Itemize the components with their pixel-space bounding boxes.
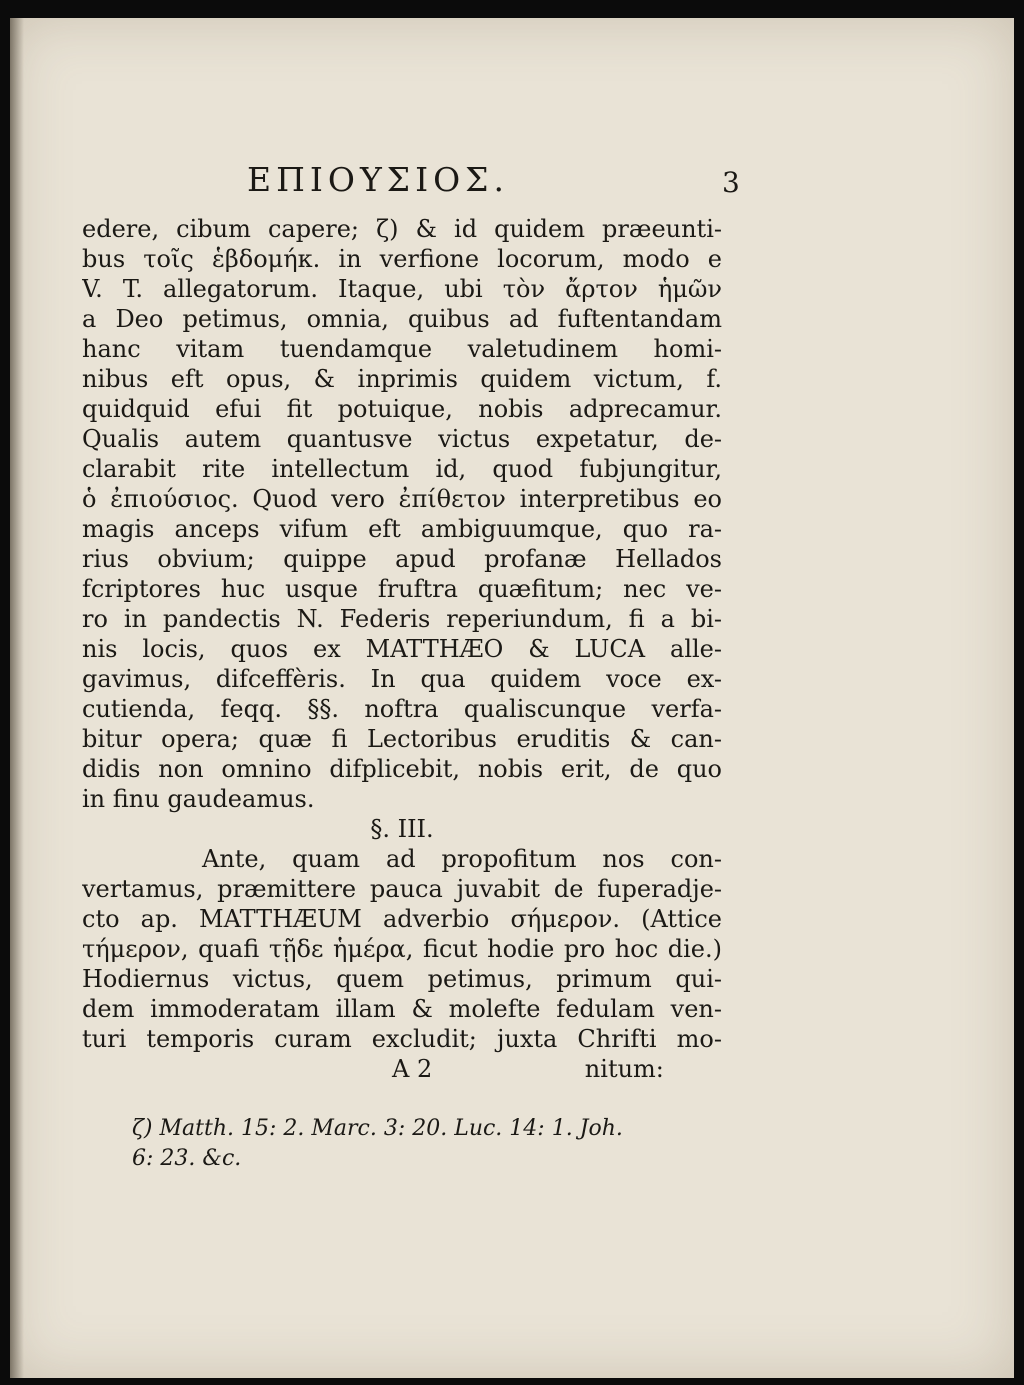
text-line: gavimus, difceffèris. In qua quidem voce ex-	[82, 665, 722, 693]
signature-catchword-line: A 2 nitum:	[392, 1055, 664, 1083]
text-line: ro in pandectis N. Federis reperiundum, fi a bi-	[82, 605, 722, 633]
text-line: Ante, quam ad propofitum nos con-	[202, 845, 722, 873]
text-line: V. T. allegatorum. Itaque, ubi τὸν ἄρτον ἡμῶν	[82, 275, 722, 303]
text-line: quidquid efui fit potuique, nobis adprecamur.	[82, 395, 722, 423]
text-line: vertamus, præmittere pauca juvabit de fuperadje-	[82, 875, 722, 903]
text-line: cutienda, feqq. §§. noftra qualiscunque verfa-	[82, 695, 722, 723]
book-page	[10, 18, 1014, 1378]
text-line: bitur opera; quæ fi Lectoribus eruditis & can-	[82, 725, 722, 753]
text-line: Hodiernus victus, quem petimus, primum qui-	[82, 965, 722, 993]
text-line: nibus eft opus, & inprimis quidem victum, f.	[82, 365, 722, 393]
text-line: turi temporis curam excludit; juxta Chrifti mo-	[82, 1025, 722, 1053]
text-line: hanc vitam tuendamque valetudinem homi-	[82, 335, 722, 363]
text-line: fcriptores huc usque fruftra quæfitum; nec ve-	[82, 575, 722, 603]
footnotes	[132, 1114, 732, 1174]
text-line: a Deo petimus, omnia, quibus ad fuftentandam	[82, 305, 722, 333]
text-line: edere, cibum capere; ζ) & id quidem præeunti-	[82, 215, 722, 243]
text-line: rius obvium; quippe apud profanæ Hellados	[82, 545, 722, 573]
text-line: cto ap. MATTHÆUM adverbio σήμερον. (Attice	[82, 905, 722, 933]
text-line: didis non omnino difplicebit, nobis erit, de quo	[82, 755, 722, 783]
body-text	[82, 214, 722, 1084]
section-heading: §. III.	[370, 815, 434, 843]
text-line: magis anceps vifum eft ambiguumque, quo ra-	[82, 515, 722, 543]
text-line: τήμερον, quafi τῇδε ἡμέρα, ficut hodie pro hoc die.)	[82, 935, 722, 963]
text-line: Qualis autem quantusve victus expetatur, de-	[82, 425, 722, 453]
page-number: 3	[722, 166, 740, 199]
text-line: dem immoderatam illam & molefte fedulam ven-	[82, 995, 722, 1023]
footnote-line: 6: 23. &c.	[132, 1146, 242, 1171]
running-title: ΕΠΙΟΥΣΙΟΣ.	[247, 160, 509, 199]
footnote-line: ζ) Matth. 15: 2. Marc. 3: 20. Luc. 14: 1. Joh.	[132, 1116, 623, 1141]
text-line: clarabit rite intellectum id, quod fubjungitur,	[82, 455, 722, 483]
text-line: nis locis, quos ex MATTHÆO & LUCA alle-	[82, 635, 722, 663]
text-line: bus τοῖς ἑβδομήκ. in verfione locorum, modo e	[82, 245, 722, 273]
text-line: ὁ ἐπιούσιος. Quod vero ἐπίθετον interpretibus eo	[82, 485, 722, 513]
text-line: in finu gaudeamus.	[82, 785, 315, 813]
